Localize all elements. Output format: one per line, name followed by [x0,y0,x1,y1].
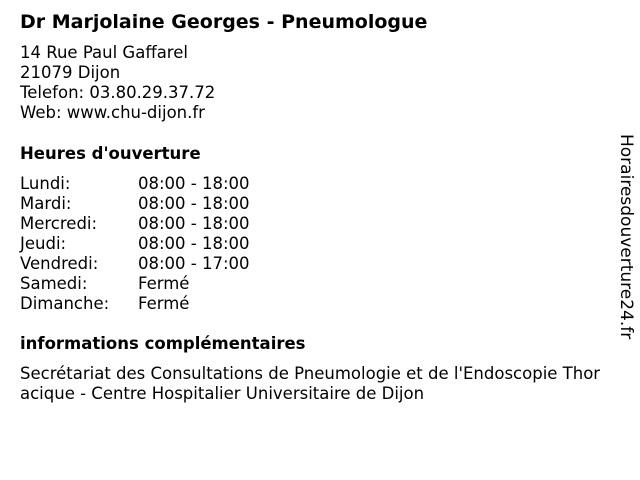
day-name: Samedi: [20,274,88,293]
hours-row-thursday [20,234,320,254]
day-hours: 08:00 - 18:00 [138,174,250,193]
info-heading: informations complémentaires [20,334,306,353]
hours-row-saturday [20,274,320,294]
hours-table [20,174,320,314]
day-name: Jeudi: [20,234,67,253]
day-hours: 08:00 - 18:00 [138,234,250,253]
day-name: Lundi: [20,174,71,193]
vertical-brand-label [611,134,637,344]
day-hours: 08:00 - 18:00 [138,194,250,213]
address-web: Web: www.chu-dijon.fr [20,103,205,122]
address-phone: Telefon: 03.80.29.37.72 [20,83,216,102]
day-name: Vendredi: [20,254,99,273]
day-hours: Fermé [138,294,190,313]
hours-row-wednesday [20,214,320,234]
address-city: 21079 Dijon [20,63,121,82]
hours-row-monday [20,174,320,194]
day-hours: 08:00 - 17:00 [138,254,250,273]
day-name: Dimanche: [20,294,110,313]
address-block [20,43,215,123]
brand-text: Horairesdouverture24.fr [616,134,636,340]
day-name: Mardi: [20,194,72,213]
hours-row-sunday [20,294,320,314]
info-text: Secrétariat des Consultations de Pneumologie et de l'Endoscopie Thoracique - Centre Hospitalier Universitaire de Dijon [20,364,601,403]
address-street: 14 Rue Paul Gaffarel [20,43,188,62]
day-hours: Fermé [138,274,190,293]
hours-heading: Heures d'ouverture [20,144,201,163]
day-name: Mercredi: [20,214,98,233]
day-hours: 08:00 - 18:00 [138,214,250,233]
page-title: Dr Marjolaine Georges - Pneumologue [20,11,428,33]
hours-row-friday [20,254,320,274]
hours-row-tuesday [20,194,320,214]
